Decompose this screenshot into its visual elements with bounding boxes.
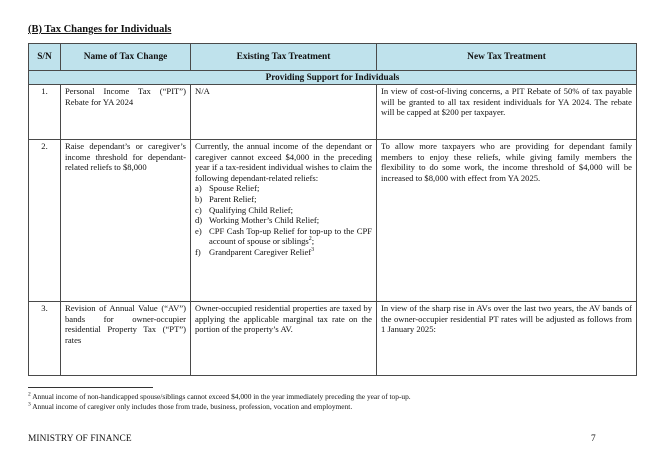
footnote-divider xyxy=(28,387,153,388)
row-existing: Owner-occupied residential properties are taxed by applying the applicable marginal tax rate on the portion of the property’s AV. xyxy=(191,302,377,376)
header-sn: S/N xyxy=(29,44,61,71)
list-letter: d) xyxy=(195,215,203,226)
footnote-ref: 3 xyxy=(311,247,315,254)
banner-row xyxy=(29,71,637,85)
list-item xyxy=(195,215,372,226)
reliefs-list xyxy=(195,183,372,257)
list-item xyxy=(195,183,372,194)
row-sn: 2. xyxy=(29,140,61,302)
tax-changes-table xyxy=(28,43,637,376)
row-name-text: Raise dependant’s or caregiver’s income threshold for dependant-related reliefs to $8,000 xyxy=(65,141,186,173)
footnote xyxy=(28,402,638,412)
relief-text: Working Mother’s Child Relief; xyxy=(209,215,320,226)
list-item xyxy=(195,194,372,205)
header-name: Name of Tax Change xyxy=(61,44,191,71)
footnote-text: Annual income of non-handicapped spouse/siblings cannot exceed $4,000 in the year immediately preceding the year of top-up. xyxy=(32,392,411,401)
footnotes xyxy=(28,392,638,411)
page-number: 7 xyxy=(591,434,596,444)
footnote-ref: 2 xyxy=(308,236,312,243)
list-item xyxy=(195,226,372,247)
list-item xyxy=(195,247,372,258)
footnote-mark: 2 xyxy=(28,391,31,398)
relief-text: Qualifying Child Relief; xyxy=(209,204,294,215)
row-name xyxy=(61,302,191,376)
category-banner: Providing Support for Individuals xyxy=(29,71,637,85)
table-row xyxy=(29,140,637,302)
list-letter: c) xyxy=(195,204,202,215)
footer-ministry: MINISTRY OF FINANCE xyxy=(28,434,132,444)
relief-text: Parent Relief; xyxy=(209,193,257,204)
relief-text: Spouse Relief; xyxy=(209,183,260,194)
table-header-row xyxy=(29,44,637,71)
row-sn: 1. xyxy=(29,85,61,140)
row-name xyxy=(61,140,191,302)
list-letter: a) xyxy=(195,183,202,194)
section-title: (B) Tax Changes for Individuals xyxy=(28,24,172,35)
row-name-text: Personal Income Tax (“PIT”) Rebate for YA 2024 xyxy=(65,86,186,107)
list-item xyxy=(195,205,372,216)
footnote xyxy=(28,392,638,402)
footnote-mark: 3 xyxy=(28,401,31,408)
list-letter: b) xyxy=(195,193,203,204)
existing-intro: Currently, the annual income of the dependant or caregiver cannot exceed $4,000 in the preceding year if a tax-resident individual wishes to claim the following dependant-related reliefs: xyxy=(195,141,372,183)
header-new: New Tax Treatment xyxy=(377,44,637,71)
relief-text: Grandparent Caregiver Relief xyxy=(209,246,312,257)
table-row xyxy=(29,302,637,376)
list-letter: e) xyxy=(195,225,202,236)
header-existing: Existing Tax Treatment xyxy=(191,44,377,71)
relief-text: CPF Cash Top-up Relief for top-up to the CPF account of spouse or siblings xyxy=(209,225,372,247)
row-existing: N/A xyxy=(191,85,377,140)
list-letter: f) xyxy=(195,246,201,257)
row-new: In view of the sharp rise in AVs over the last two years, the AV bands of the owner-occupier residential PT rates will be adjusted as follows from 1 January 2025: xyxy=(377,302,637,376)
row-name-text: Revision of Annual Value (“AV”) bands for owner-occupier residential Property Tax (“PT”) rates xyxy=(65,303,186,345)
table-row xyxy=(29,85,637,140)
row-existing xyxy=(191,140,377,302)
row-sn: 3. xyxy=(29,302,61,376)
row-name xyxy=(61,85,191,140)
row-new: In view of cost-of-living concerns, a PIT Rebate of 50% of tax payable will be granted to all tax resident individuals for YA 2024. The rebate will be capped at $200 per taxpayer. xyxy=(377,85,637,140)
footnote-text: Annual income of caregiver only includes those from trade, business, profession, vocation and employment. xyxy=(32,401,353,411)
row-new: To allow more taxpayers who are providing for dependant family members to enjoy these reliefs, while giving family members the flexibility to do some work, the income threshold of $4,000 will be increased to $8,000 with effect from YA 2025. xyxy=(377,140,637,302)
relief-suffix: ; xyxy=(311,236,315,247)
